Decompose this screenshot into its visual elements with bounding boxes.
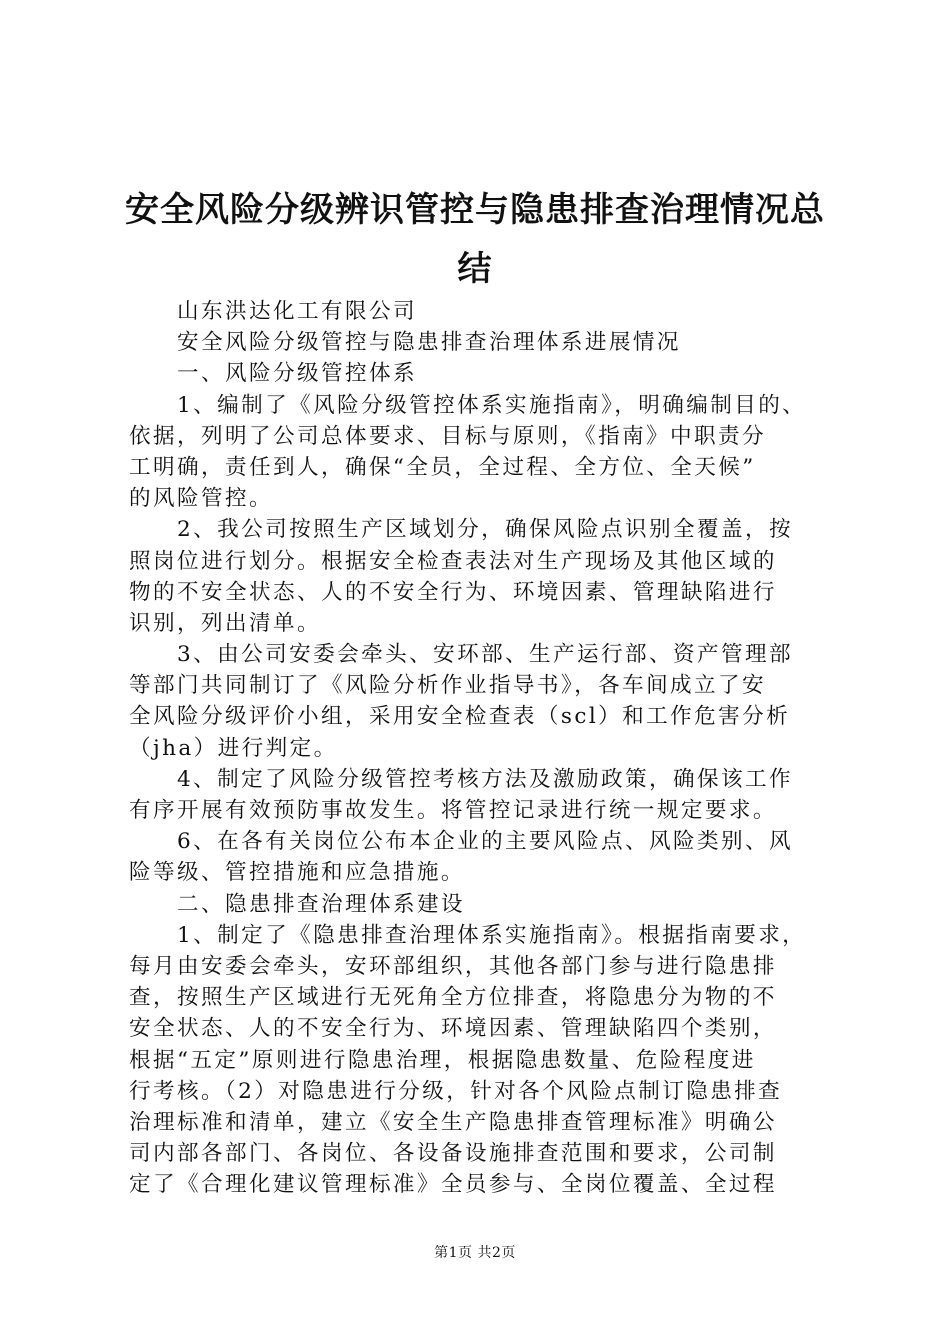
body-text-line: 依据，列明了公司总体要求、目标与原则，《指南》中职责分 bbox=[129, 423, 767, 449]
body-text-line: 照岗位进行划分。根据安全检查表法对生产现场及其他区域的 bbox=[129, 548, 777, 574]
body-text-line: 查，按照生产区域进行无死角全方位排查，将隐患分为物的不 bbox=[129, 985, 777, 1011]
body-text-line: 行考核。（2）对隐患进行分级，针对各个风险点制订隐患排查 bbox=[129, 1078, 783, 1104]
body-text-line: 全风险分级评价小组，采用安全检查表（scl）和工作危害分析 bbox=[129, 704, 791, 730]
body-text-line: 安全风险分级管控与隐患排查治理体系进展情况 bbox=[177, 330, 681, 356]
body-text-line: 工明确，责任到人，确保“全员，全过程、全方位、全天候” bbox=[129, 454, 756, 480]
body-text-line: 3、由公司安委会牵头、安环部、生产运行部、资产管理部 bbox=[177, 642, 793, 668]
document-title-line-1: 安全风险分级辨识管控与隐患排查治理情况总 bbox=[125, 190, 825, 230]
body-text-line: 识别，列出清单。 bbox=[129, 610, 321, 636]
body-text-line: 物的不安全状态、人的不安全行为、环境因素、管理缺陷进行 bbox=[129, 579, 777, 605]
body-text-line: 6、在各有关岗位公布本企业的主要风险点、风险类别、风 bbox=[177, 829, 793, 855]
body-text-line: 险等级、管控措施和应急措施。 bbox=[129, 860, 465, 886]
document-body bbox=[129, 296, 831, 1200]
body-text-line: 4、制定了风险分级管控考核方法及激励政策，确保该工作 bbox=[177, 766, 793, 792]
body-text-line: 有序开展有效预防事故发生。将管控记录进行统一规定要求。 bbox=[129, 798, 777, 823]
body-text-line: 治理标准和清单，建立《安全生产隐患排查管理标准》明确公 bbox=[129, 1109, 777, 1135]
body-text-line: 根据“五定”原则进行隐患治理，根据隐患数量、危险程度进 bbox=[129, 1047, 756, 1073]
body-text-line: 二、隐患排查治理体系建设 bbox=[177, 891, 465, 917]
body-text-line: （jha）进行判定。 bbox=[129, 735, 338, 761]
body-text-line: 每月由安委会牵头，安环部组织，其他各部门参与进行隐患排 bbox=[129, 953, 777, 979]
body-text-line: 等部门共同制订了《风险分析作业指导书》，各车间成立了安 bbox=[129, 673, 767, 699]
body-text-line: 1、编制了《风险分级管控体系实施指南》，明确编制目的、 bbox=[177, 392, 807, 418]
body-text-line: 一、风险分级管控体系 bbox=[177, 361, 417, 387]
body-text-line: 1、制定了《隐患排查治理体系实施指南》。根据指南要求， bbox=[177, 922, 807, 948]
body-text-line: 山东洪达化工有限公司 bbox=[177, 299, 417, 324]
document-title-line-2: 结 bbox=[457, 249, 493, 289]
body-text-line: 定了《合理化建议管理标准》全员参与、全岗位覆盖、全过程 bbox=[129, 1172, 777, 1198]
body-text-line: 安全状态、人的不安全行为、环境因素、管理缺陷四个类别， bbox=[129, 1016, 777, 1042]
body-text-line: 司内部各部门、各岗位、各设备设施排查范围和要求，公司制 bbox=[129, 1141, 777, 1167]
body-text-line: 的风险管控。 bbox=[129, 486, 273, 512]
body-text-line: 2、我公司按照生产区域划分，确保风险点识别全覆盖，按 bbox=[177, 517, 793, 543]
page-footer: 第1页 共2页 bbox=[434, 1245, 516, 1261]
